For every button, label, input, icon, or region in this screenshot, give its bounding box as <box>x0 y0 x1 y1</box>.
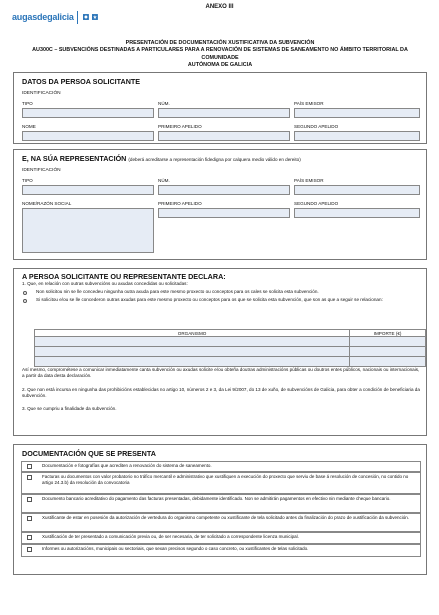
rep-num-field[interactable] <box>158 185 290 195</box>
tipo-field[interactable] <box>22 108 154 118</box>
option-other-aid-radio[interactable] <box>23 299 27 303</box>
organismo-cell[interactable] <box>35 357 350 367</box>
aid-table-row <box>35 337 426 347</box>
rep-segundo-apelido-field[interactable] <box>294 208 420 218</box>
annex-label: ANEXO III <box>205 4 234 10</box>
documentation-title: DOCUMENTACIÓN QUE SE PRESENTA <box>22 449 156 458</box>
other-aid-table <box>34 329 426 367</box>
organismo-cell[interactable] <box>35 347 350 357</box>
doc-item-text: Documento bancario acreditativo do pagamento das facturas presentadas, debidamente identificado. Non se admitirán pagamentos en efectivo nin mediante cheque bancario. <box>42 496 391 501</box>
rep-primeiro-apelido-field[interactable] <box>158 208 290 218</box>
doc-item-text: Documentación e fotografías que acrediten a renovación do sistema de saneamento. <box>42 463 212 468</box>
organismo-cell[interactable] <box>35 337 350 347</box>
xunta-star-icon <box>92 11 98 23</box>
doc-item-row <box>21 461 421 472</box>
nome-label: NOME <box>22 124 36 129</box>
declaration-item-2: 2. Que non está incursa en ningunha das prohibicións establecidas no artigo 10, números 2 e 3, da Lei 9/2007, do 13 de xuño, de subvencións de Galicia, para obter a condición de beneficiaria da subvención. <box>22 387 420 399</box>
option-other-aid-text: Si solicitou e/ou se lle concederon outras axudas para este mesmo proxecto ou conceptos para os que se solicita esta subvención, que son as que a seguir se relacionan: <box>36 297 383 302</box>
rep-tipo-label: TIPO <box>22 178 33 183</box>
declaration-item-1: 1. Que, en relación con outras subvencións ou axudas concedidas ou solicitadas: <box>22 281 188 286</box>
title-line-1: PRESENTACIÓN DE DOCUMENTACIÓN XUSTIFICATIVA DA SUBVENCIÓN <box>125 40 315 46</box>
doc-item-checkbox[interactable] <box>27 475 32 480</box>
declaration-section <box>13 268 427 436</box>
galicia-emblem-icon <box>83 11 89 23</box>
title-line-2: AU300C – SUBVENCIÓNS DESTINADAS A PARTICULARES PARA A RENOVACIÓN DE SISTEMAS DE SANEAMENTO NO ÁMBITO TERRITORIAL DA COMUNIDADE <box>32 47 408 61</box>
doc-item-row <box>21 494 421 513</box>
doc-item-text: Xustificación de ter presentado a comunicación previa ou, de ser necesaria, de ter solicitado a correspondente licenza municipal. <box>42 534 299 539</box>
primeiro-apelido-label: PRIMEIRO APELIDO <box>158 124 202 129</box>
doc-item-row <box>21 544 421 557</box>
doc-item-text: Xustificante de estar en posesión da autorización de vertedura do organismo competente ou xustificante de tela solicitado antes da finalización do prazo de xustificación da subvención. <box>42 515 409 520</box>
representative-identification-label: IDENTIFICACIÓN <box>22 168 61 173</box>
tipo-label: TIPO <box>22 101 33 106</box>
doc-item-checkbox[interactable] <box>27 464 32 469</box>
organismo-header: ORGANISMO <box>35 330 350 337</box>
importe-cell[interactable] <box>350 337 426 347</box>
declaration-item-3: 3. Que se cumpriu a finalidade da subvención. <box>22 406 117 411</box>
doc-item-checkbox[interactable] <box>27 516 32 521</box>
doc-item-row <box>21 532 421 544</box>
document-title <box>20 40 420 70</box>
applicant-title: DATOS DA PERSOA SOLICITANTE <box>22 77 141 86</box>
importe-header: IMPORTE (€) <box>350 330 426 337</box>
rep-nome-razon-social-field[interactable] <box>22 208 154 253</box>
num-field[interactable] <box>158 108 290 118</box>
segundo-apelido-label: SEGUNDO APELIDO <box>294 124 339 129</box>
applicant-identification-label: IDENTIFICACIÓN <box>22 91 61 96</box>
applicant-section <box>13 72 427 144</box>
documentation-section <box>13 444 427 575</box>
rep-num-label: NÚM. <box>158 178 170 183</box>
pais-emisor-field[interactable] <box>294 108 420 118</box>
rep-segundo-apelido-label: SEGUNDO APELIDO <box>294 201 339 206</box>
doc-item-text: Facturas ou documentos con valor probatorio no tráfico mercantil e administrativo que xustifiquen a execución do proxecto que serviu de base á resolución de concesión, no contido no artigo 24.3.b) da resolución da convocatoria <box>42 474 409 486</box>
aid-table-row <box>35 347 426 357</box>
nome-field[interactable] <box>22 131 154 141</box>
doc-item-row <box>21 513 421 532</box>
commitment-text: Así mesmo, comprométese a comunicar inmediatamente canta subvención ou axudas solicite e/ou obteña doutras administracións públicas ou doutros entes públicos, nacionais ou internacionais, a partir da data desta declaración. <box>22 367 420 379</box>
representative-section <box>13 149 427 260</box>
rep-pais-emisor-label: PAÍS EMISOR <box>294 178 324 183</box>
title-line-3: AUTÓNOMA DE GALICIA <box>187 62 253 69</box>
rep-primeiro-apelido-label: PRIMEIRO APELIDO <box>158 201 202 206</box>
option-no-aid-radio[interactable] <box>23 291 27 295</box>
option-no-aid-text: Non solicitou nin se lle concedeu ningunha outra axuda para este mesmo proxecto ou conceptos para os cales se solicita esta subvención. <box>36 289 319 294</box>
rep-tipo-field[interactable] <box>22 185 154 195</box>
pais-emisor-label: PAÍS EMISOR <box>294 101 324 106</box>
logo-text: augasdegalicia <box>12 12 74 22</box>
augas-de-galicia-logo <box>12 8 98 26</box>
rep-pais-emisor-field[interactable] <box>294 185 420 195</box>
importe-cell[interactable] <box>350 357 426 367</box>
representative-title <box>22 154 301 163</box>
declaration-title: A PERSOA SOLICITANTE OU REPRESENTANTE DECLARA: <box>22 272 226 281</box>
doc-item-checkbox[interactable] <box>27 535 32 540</box>
segundo-apelido-field[interactable] <box>294 131 420 141</box>
doc-item-checkbox[interactable] <box>27 547 32 552</box>
representative-title-text: E, NA SÚA REPRESENTACIÓN <box>22 154 127 163</box>
primeiro-apelido-field[interactable] <box>158 131 290 141</box>
doc-item-text: Informes ou autorizacións, municipais ou sectoriais, que sexan precisos segundo o caso concreto, ou xustificantes de telas solicitado. <box>42 546 309 551</box>
representative-title-note: (deberá acreditarse a representación fidedigna por calquera medio válido en dereito) <box>128 157 301 162</box>
aid-table-row <box>35 357 426 367</box>
importe-cell[interactable] <box>350 347 426 357</box>
doc-item-checkbox[interactable] <box>27 497 32 502</box>
num-label: NÚM. <box>158 101 170 106</box>
doc-item-row <box>21 472 421 494</box>
page-header <box>0 0 439 36</box>
rep-nome-label: NOME/RAZÓN SOCIAL <box>22 201 72 206</box>
